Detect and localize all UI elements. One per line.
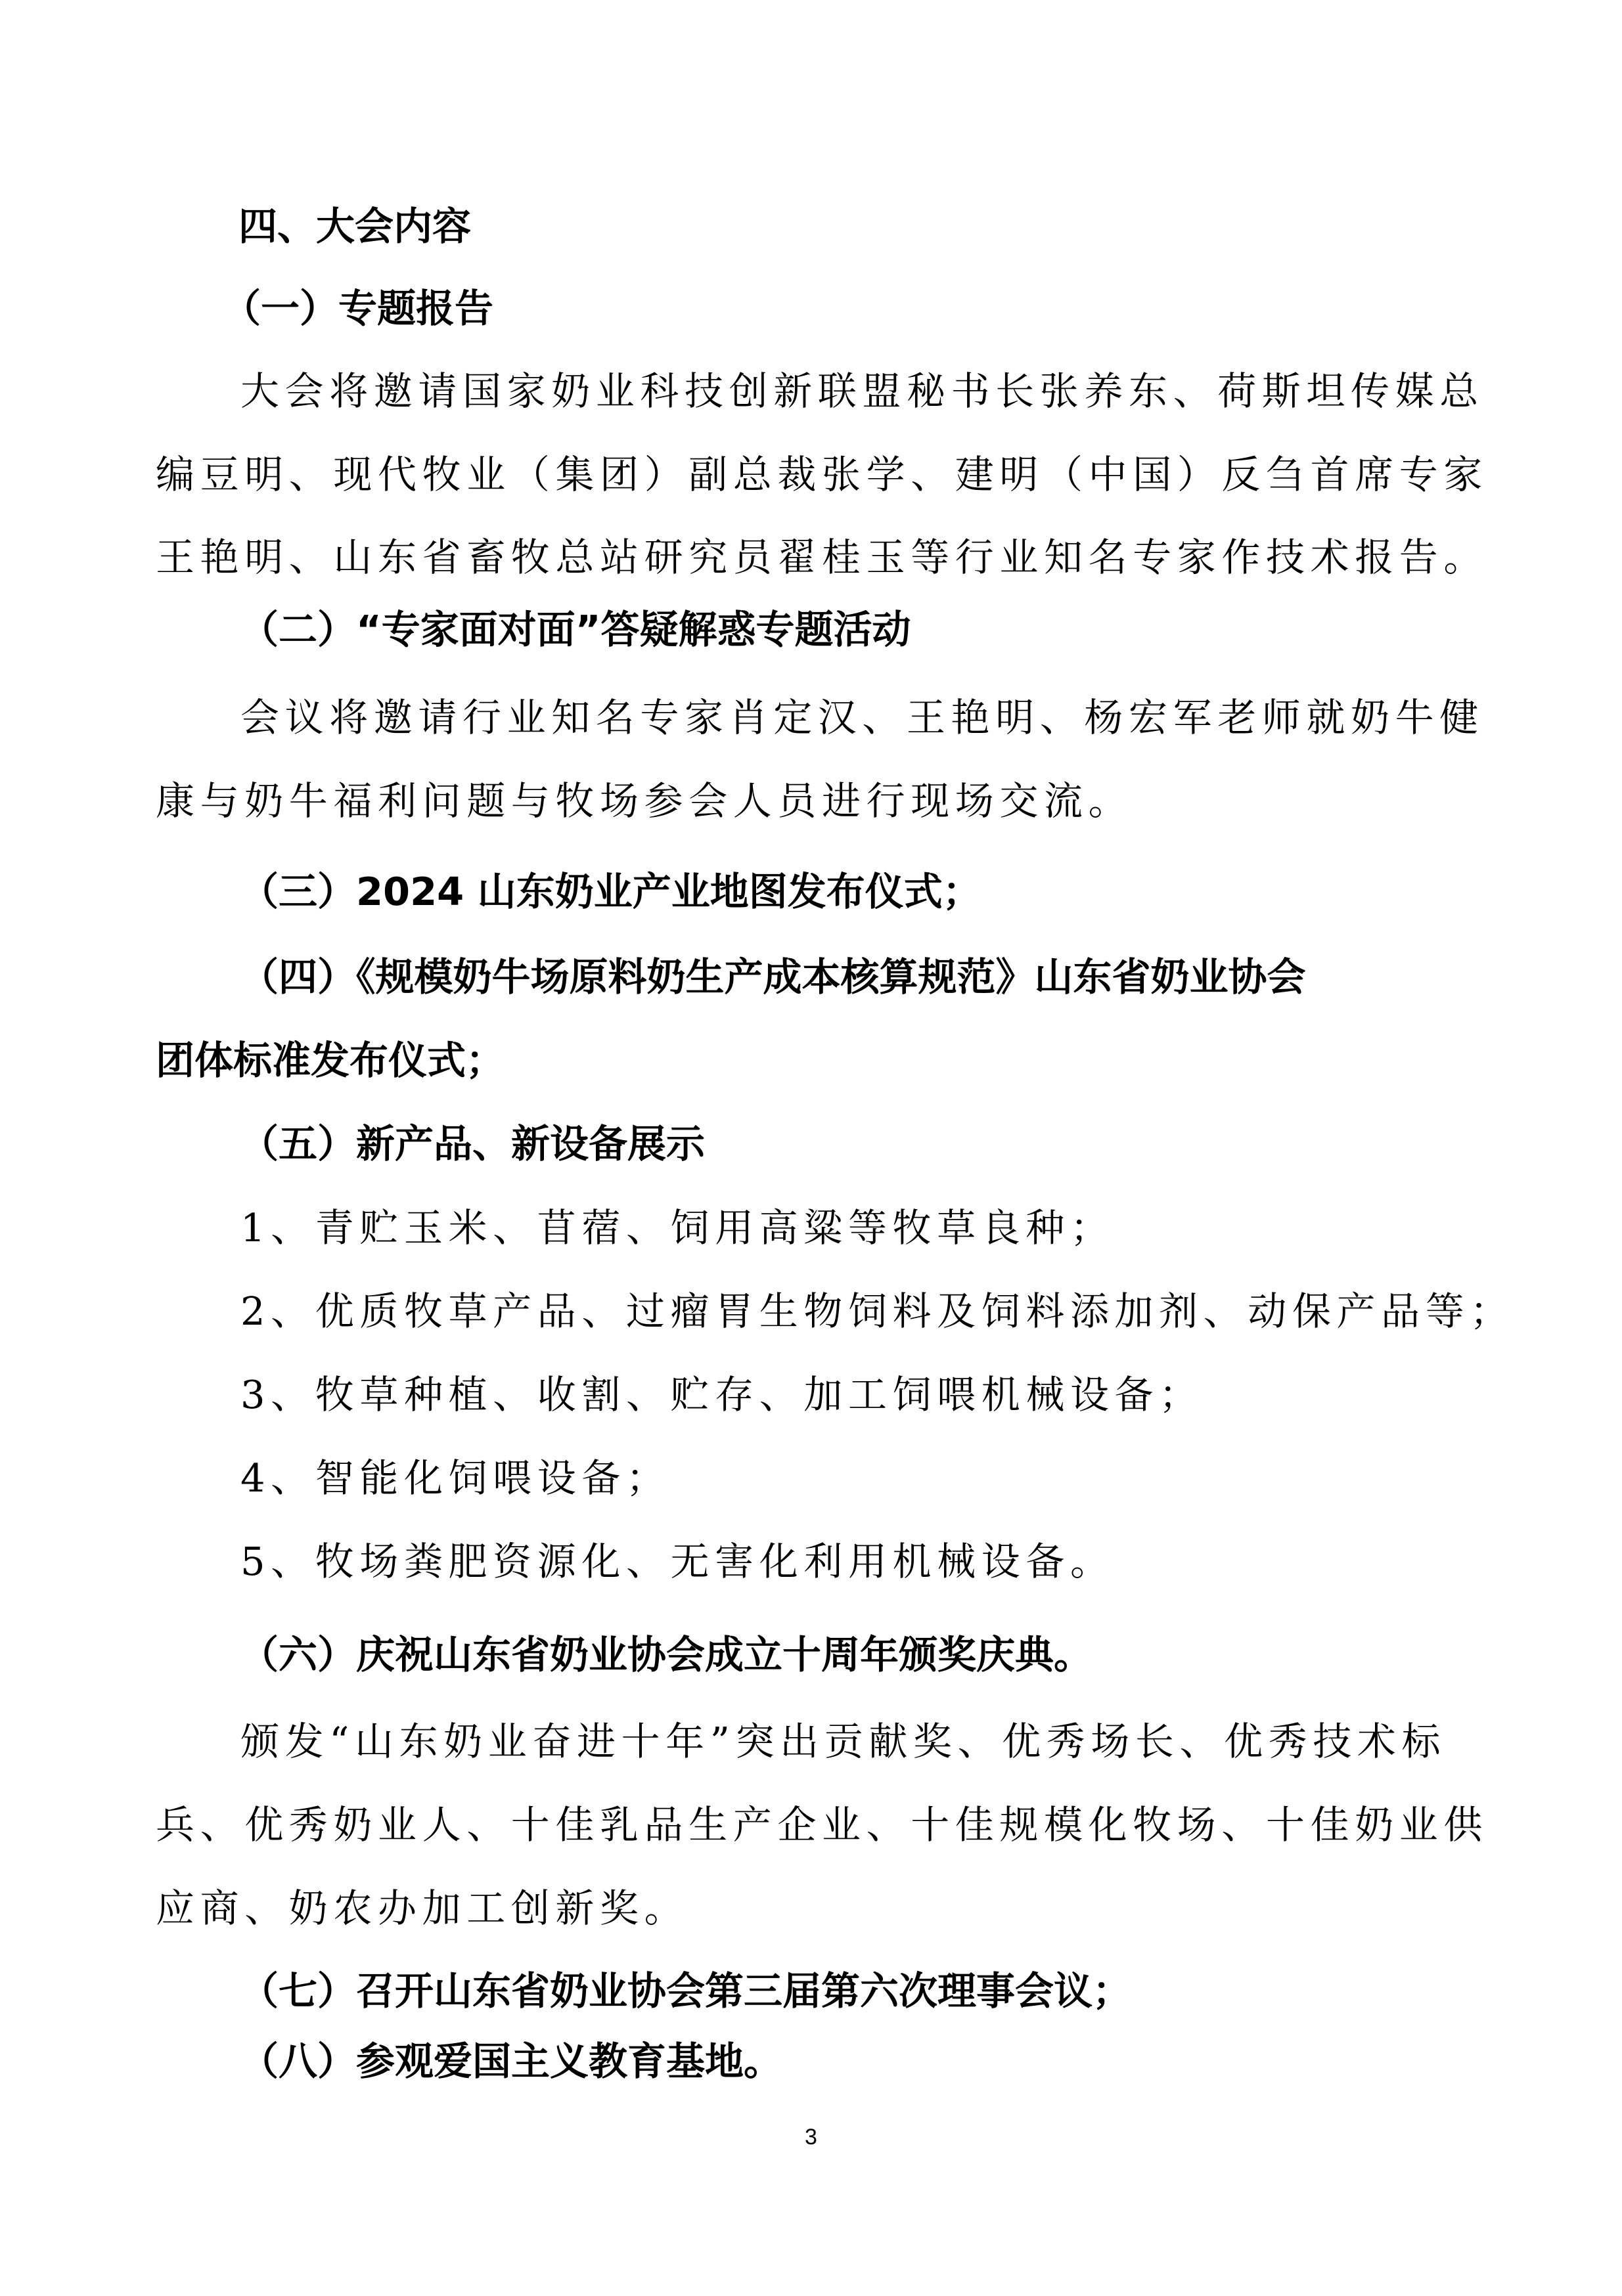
- subsection-3-title: （三）2024 山东奶业产业地图发布仪式；: [240, 869, 981, 914]
- subsection-6-body-line-3: 应商、奶农办加工创新奖。: [156, 1886, 689, 1931]
- subsection-5-title: （五）新产品、新设备展示: [240, 1121, 706, 1166]
- subsection-2-body-line-1: 会议将邀请行业知名专家肖定汉、王艳明、杨宏军老师就奶牛健: [240, 695, 1484, 740]
- subsection-4-title-line-2: 团体标准发布仪式；: [156, 1038, 505, 1083]
- page-number: 3: [805, 2125, 817, 2150]
- list-item-3: 3、牧草种植、收割、贮存、加工饲喂机械设备；: [240, 1372, 1204, 1417]
- subsection-6-title: （六）庆祝山东省奶业协会成立十周年颁奖庆典。: [240, 1632, 1093, 1677]
- subsection-1-body-line-3: 王艳明、山东省畜牧总站研究员翟桂玉等行业知名专家作技术报告。: [156, 535, 1489, 580]
- subsection-8-title: （八）参观爱国主义教育基地。: [240, 2039, 783, 2084]
- subsection-1-body-line-1: 大会将邀请国家奶业科技创新联盟秘书长张养东、荷斯坦传媒总: [240, 368, 1484, 414]
- subsection-4-title-line-1: （四）《规模奶牛场原料奶生产成本核算规范》山东省奶业协会: [240, 954, 1306, 1000]
- list-item-5: 5、牧场粪肥资源化、无害化利用机械设备。: [240, 1539, 1115, 1584]
- list-item-2: 2、优质牧草产品、过瘤胃生物饲料及饲料添加剂、动保产品等；: [240, 1289, 1514, 1334]
- subsection-2-title: （二）“专家面对面”答疑解惑专题活动: [240, 607, 911, 652]
- subsection-7-title: （七）召开山东省奶业协会第三届第六次理事会议；: [240, 1968, 1132, 2014]
- list-item-4: 4、智能化饲喂设备；: [240, 1455, 671, 1501]
- subsection-1-body-line-2: 编豆明、现代牧业（集团）副总裁张学、建明（中国）反刍首席专家: [156, 452, 1489, 497]
- list-item-1: 1、青贮玉米、苜蓿、饲用高粱等牧草良种；: [240, 1205, 1115, 1250]
- subsection-2-body-line-2: 康与奶牛福利问题与牧场参会人员进行现场交流。: [156, 778, 1133, 824]
- subsection-6-body-line-1: 颁发“山东奶业奋进十年”突出贡献奖、优秀场长、优秀技术标: [240, 1719, 1447, 1764]
- section-heading: 四、大会内容: [238, 204, 472, 249]
- subsection-1-title: （一）专题报告: [222, 286, 494, 331]
- subsection-6-body-line-2: 兵、优秀奶业人、十佳乳品生产企业、十佳规模化牧场、十佳奶业供: [156, 1802, 1489, 1847]
